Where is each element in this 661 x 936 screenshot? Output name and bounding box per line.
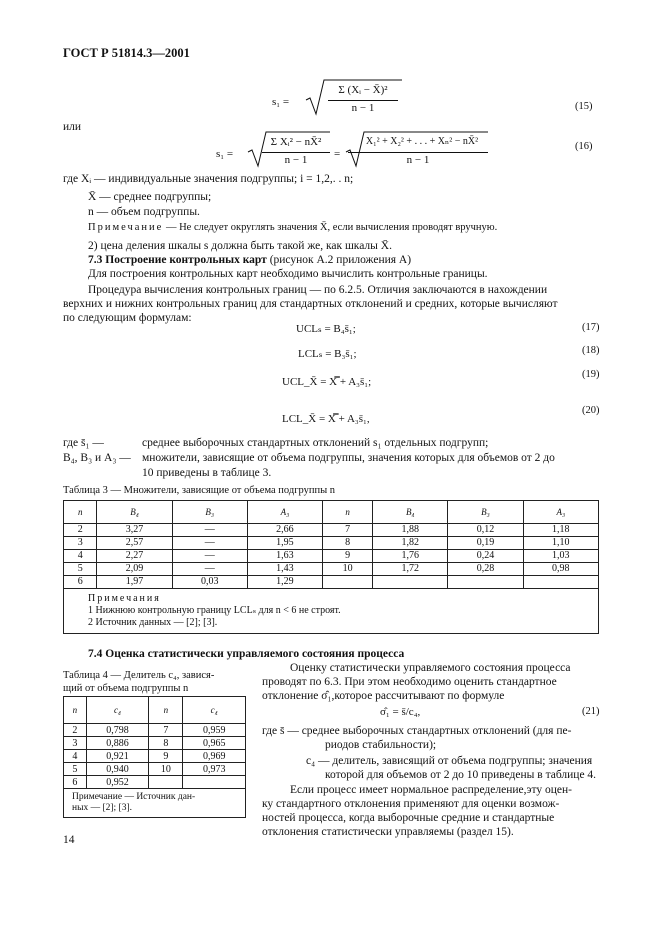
document-header: ГОСТ Р 51814.3—2001 [63, 46, 190, 60]
section-7-4-title: 7.4 Оценка статистически управляемого состояния процесса [88, 648, 405, 660]
table3-notes-label: Примечания [88, 593, 161, 604]
table3-header-cell: B₄ [373, 501, 448, 524]
table3-header-cell: B₃ [172, 501, 247, 524]
table-cell: 1,88 [373, 524, 448, 537]
table4-caption-line2: щий от объема подгруппы n [63, 683, 189, 694]
table-cell: 2,57 [97, 537, 172, 550]
def-s1-text: среднее выборочных стандартных отклонений s₁ отдельных подгрупп; [142, 437, 489, 449]
def-c4-cont: которой для объемов от 2 до 10 приведены в таблице 4. [325, 769, 597, 781]
eq21: σ̂₁ = s̄/c₄, [380, 706, 421, 718]
table-cell: 3 [64, 537, 97, 550]
eq16-den2: n − 1 [406, 154, 430, 166]
table-cell: 1,95 [247, 537, 322, 550]
para-7-4b-line4: отклонения статистически управляемы (раздел 15). [262, 826, 514, 838]
def-c4: c₄ — делитель, зависящий от объема подгруппы; значения [306, 755, 593, 767]
table-row [64, 563, 599, 576]
table4-header-cell: n [149, 697, 183, 724]
para-7-3-line2: Процедура вычисления контрольных границ — по 6.2.5. Отличия заключаются в нахождении [88, 284, 548, 296]
table-cell: 4 [64, 550, 97, 563]
table-row [64, 724, 246, 737]
table-cell: 0,19 [448, 537, 523, 550]
table-row [64, 524, 599, 537]
item-2: 2) цена деления шкалы s должна быть такой же, как шкалы X̄. [88, 240, 392, 252]
table-cell: — [172, 537, 247, 550]
table3-header-cell: B₃ [448, 501, 523, 524]
eq19-number: (19) [582, 369, 600, 380]
table3-header-row [64, 501, 599, 524]
table-cell: 0,921 [86, 750, 149, 763]
eq16-number: (16) [575, 141, 593, 152]
table3-header-cell: A₃ [247, 501, 322, 524]
eq16-num1: Σ Xᵢ² − nX̄² [270, 136, 322, 148]
table-cell: 10 [323, 563, 373, 576]
note-1-label: Примечание [88, 222, 164, 233]
table-cell [149, 776, 183, 789]
table4-note-row [64, 789, 246, 818]
table-row [64, 763, 246, 776]
table-cell: 0,98 [523, 563, 598, 576]
table-cell: 4 [64, 750, 87, 763]
table-cell [323, 576, 373, 589]
table-cell: 0,28 [448, 563, 523, 576]
eq15-lhs: s₁ = [272, 96, 290, 108]
eq19: UCL_X̄ = X̿ + A₃s̄₁; [282, 376, 372, 388]
table-cell: 1,29 [247, 576, 322, 589]
eq21-number: (21) [582, 706, 600, 717]
table3-header-cell: n [323, 501, 373, 524]
table3-header-cell: n [64, 501, 97, 524]
table3-header-cell: A₃ [523, 501, 598, 524]
eq15-number: (15) [575, 101, 593, 112]
para-7-3-line1: Для построения контрольных карт необходимо вычислить контрольные границы. [88, 268, 488, 280]
def-b-term: B₄, B₃ и A₃ — [63, 452, 131, 464]
table-cell: 3 [64, 737, 87, 750]
table-cell [523, 576, 598, 589]
note-1-text: — Не следует округлять значения X̄, если вычисления проводят вручную. [163, 222, 498, 233]
table-cell: 7 [323, 524, 373, 537]
def-xbar: X̄ — среднее подгруппы; [88, 191, 212, 203]
table3-note-1: 1 Нижнюю контрольную границу LCLₛ для n < 6 не строят. [88, 605, 341, 616]
section-7-3 [88, 253, 411, 267]
table3-header-cell: B₄ [97, 501, 172, 524]
eq20: LCL_X̄ = X̿ + A₃s̄₁, [282, 413, 370, 425]
table4-note-line1: Примечание — Источник дан- [72, 792, 196, 802]
def-sbar: где s̄ — среднее выборочных стандартных отклонений (для пе- [262, 725, 572, 737]
table4-note [64, 789, 246, 818]
table3-note-2: 2 Источник данных — [2]; [3]. [88, 617, 218, 628]
para-7-3-line3: верхних и нижних контрольных границ для стандартных отклонений и средних, которые вычисляют [63, 298, 558, 310]
table-cell: 6 [64, 776, 87, 789]
def-s1-term: где s̄₁ — [63, 437, 104, 449]
table-cell: — [172, 550, 247, 563]
table-cell: 9 [149, 750, 183, 763]
table-cell: 8 [323, 537, 373, 550]
table-cell: 1,43 [247, 563, 322, 576]
table-cell: 1,97 [97, 576, 172, 589]
table-cell: 10 [149, 763, 183, 776]
table3-notes [64, 589, 599, 634]
table-row [64, 550, 599, 563]
table-cell: 0,952 [86, 776, 149, 789]
table-cell: 1,18 [523, 524, 598, 537]
table-row [64, 576, 599, 589]
table-cell: 0,940 [86, 763, 149, 776]
eq15-bar [328, 100, 398, 101]
note-1 [88, 221, 497, 235]
para-7-4-line2: проводят по 6.3. При этом необходимо оценить стандартное [262, 676, 557, 688]
table-cell: 0,973 [183, 763, 246, 776]
def-sbar-cont: риодов стабильности); [325, 739, 437, 751]
table-row [64, 537, 599, 550]
def-b-text2: 10 приведены в таблице 3. [142, 467, 272, 479]
eq18-number: (18) [582, 345, 600, 356]
eq17-number: (17) [582, 322, 600, 333]
para-7-4b-line1: Если процесс имеет нормальное распределение,эту оцен- [290, 784, 572, 796]
table3-caption: Таблица 3 — Множители, зависящие от объема подгруппы n [63, 485, 336, 496]
table-cell: 7 [149, 724, 183, 737]
def-n: n — объем подгруппы. [88, 206, 200, 218]
def-b-text: множители, зависящие от объема подгруппы, значения которых для объемов от 2 до [142, 452, 555, 464]
table-cell: 6 [64, 576, 97, 589]
table-row [64, 776, 246, 789]
table-cell: 1,72 [373, 563, 448, 576]
table4-header-row [64, 697, 246, 724]
para-7-4-line1: Оценку статистически управляемого состояния процесса [290, 662, 571, 674]
table-cell: 8 [149, 737, 183, 750]
section-7-3-title: 7.3 Построение контрольных карт [88, 254, 267, 266]
eq16-den1: n − 1 [284, 154, 308, 166]
table4-header-cell: c₄ [183, 697, 246, 724]
table-cell: 3,27 [97, 524, 172, 537]
table-cell: 2,09 [97, 563, 172, 576]
table-cell: 0,798 [86, 724, 149, 737]
table-cell [448, 576, 523, 589]
eq16-bar2 [348, 152, 488, 153]
table4-note-line2: ных — [2]; [3]. [72, 803, 133, 813]
table-cell: 0,965 [183, 737, 246, 750]
table-4 [63, 696, 246, 818]
table-cell [373, 576, 448, 589]
table-cell [183, 776, 246, 789]
table-cell: 0,886 [86, 737, 149, 750]
table-cell: 0,03 [172, 576, 247, 589]
eq15-den: n − 1 [351, 102, 375, 114]
table4-caption-line1: Таблица 4 — Делитель c₄, завися- [63, 670, 215, 681]
table-cell: 2 [64, 724, 87, 737]
table-cell: 1,76 [373, 550, 448, 563]
eq15-num: Σ (Xᵢ − X̄)² [338, 84, 388, 96]
para-7-4b-line2: ку стандартного отклонения применяют для оценки возмож- [262, 798, 560, 810]
eq16-bar1 [262, 152, 330, 153]
table-row [64, 737, 246, 750]
table-cell: 1,63 [247, 550, 322, 563]
eq16-lhs: s₁ = [216, 148, 234, 160]
table-3 [63, 500, 599, 634]
table-cell: 2,66 [247, 524, 322, 537]
eq16-num2: X₁² + X₂² + . . . + Xₙ² − nX̄² [365, 136, 479, 147]
para-7-3-line4: по следующим формулам: [63, 312, 192, 324]
table-cell: 0,12 [448, 524, 523, 537]
table-cell: 0,24 [448, 550, 523, 563]
table-cell: 9 [323, 550, 373, 563]
para-7-4-line3: отклонение σ̂₁,которое рассчитывают по формуле [262, 690, 505, 702]
table-cell: 1,10 [523, 537, 598, 550]
table-cell: 1,82 [373, 537, 448, 550]
table4-header-cell: c₄ [86, 697, 149, 724]
table-cell: 2,27 [97, 550, 172, 563]
table4-header-cell: n [64, 697, 87, 724]
eq18: LCLₛ = B₃s̄₁; [298, 348, 357, 360]
table3-notes-row [64, 589, 599, 634]
table-cell: 2 [64, 524, 97, 537]
table-cell: 5 [64, 563, 97, 576]
para-7-4b-line3: ностей процесса, когда выборочные средние и стандартные [262, 812, 555, 824]
table-cell: 5 [64, 763, 87, 776]
table-cell: 1,03 [523, 550, 598, 563]
eq16-equals: = [334, 148, 341, 160]
page-number: 14 [63, 834, 75, 846]
table-cell: — [172, 524, 247, 537]
def-xi: где Xᵢ — индивидуальные значения подгруппы; i = 1,2,. . n; [63, 173, 354, 185]
or-text: или [63, 121, 82, 133]
eq20-number: (20) [582, 405, 600, 416]
table-cell: 0,969 [183, 750, 246, 763]
eq17: UCLₛ = B₄s̄₁; [296, 323, 356, 335]
table-cell: — [172, 563, 247, 576]
table-cell: 0,959 [183, 724, 246, 737]
table-row [64, 750, 246, 763]
section-7-3-rest: (рисунок А.2 приложения А) [266, 254, 412, 266]
